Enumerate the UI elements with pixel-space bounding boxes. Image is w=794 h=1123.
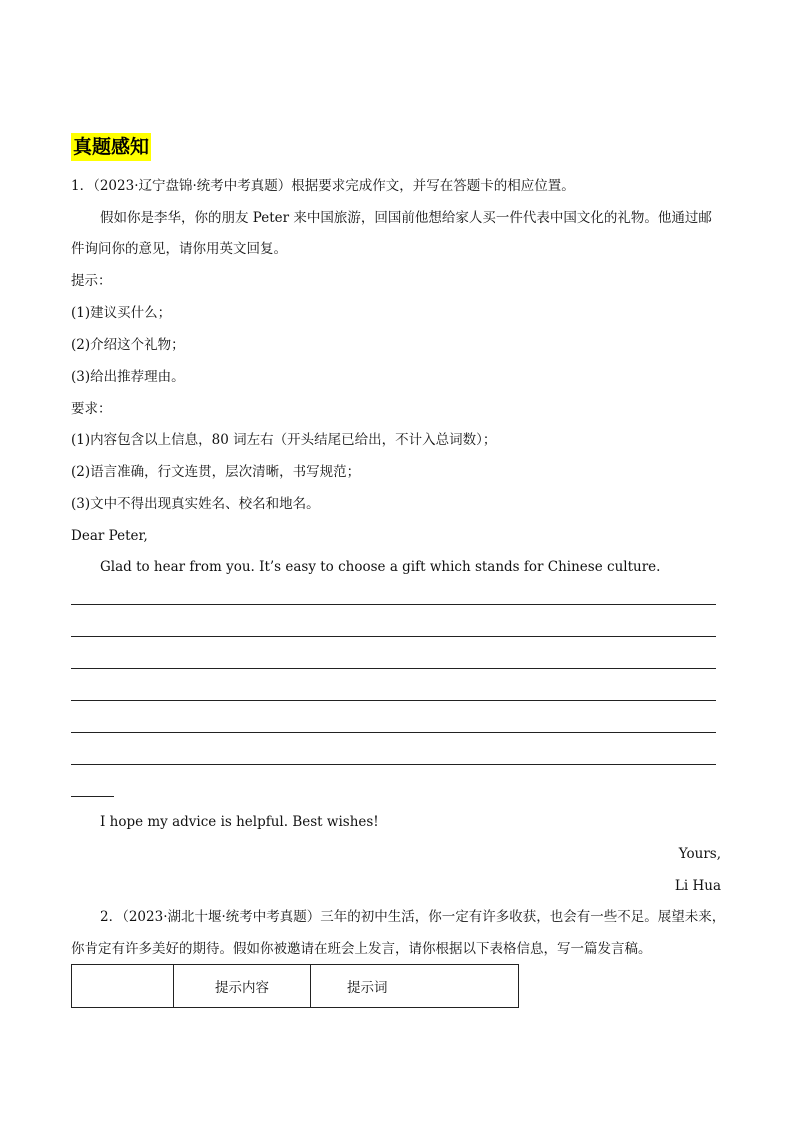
table-header-cell: 提示词 xyxy=(311,965,519,1008)
q1-tip-2: (2)介绍这个礼物； xyxy=(71,337,185,353)
table-header-cell xyxy=(72,965,174,1008)
table-row xyxy=(72,965,519,1008)
q1-paragraph-line2: 件询问你的意见，请你用英文回复。 xyxy=(71,241,287,257)
answer-line xyxy=(71,636,716,637)
answer-line xyxy=(71,700,716,701)
q1-requirement-1: (1)内容包含以上信息，80 词左右（开头结尾已给出，不计入总词数）； xyxy=(71,432,497,448)
q2-stem-line1: 2．（2023·湖北十堰·统考中考真题）三年的初中生活，你一定有许多收获，也会有一些不足。展望未来， xyxy=(100,909,726,925)
q1-tip-1: (1)建议买什么； xyxy=(71,305,172,321)
answer-line xyxy=(71,764,716,765)
q2-stem-line2: 你肯定有许多美好的期待。假如你被邀请在班会上发言，请你根据以下表格信息，写一篇发言稿。 xyxy=(71,941,652,957)
q2-info-table xyxy=(71,964,519,1008)
letter-closing: I hope my advice is helpful. Best wishes! xyxy=(100,814,379,830)
section-title: 真题感知 xyxy=(71,133,151,161)
q1-stem: 1．（2023·辽宁盘锦·统考中考真题）根据要求完成作文，并写在答题卡的相应位置。 xyxy=(71,178,575,194)
q1-requirements-label: 要求： xyxy=(71,401,112,417)
answer-line xyxy=(71,604,716,605)
q1-requirement-2: (2)语言准确，行文连贯，层次清晰，书写规范； xyxy=(71,464,361,480)
answer-line-short xyxy=(71,796,114,797)
answer-line xyxy=(71,732,716,733)
answer-line xyxy=(71,668,716,669)
q1-requirement-3: (3)文中不得出现真实姓名、校名和地名。 xyxy=(71,496,320,512)
letter-signoff: Yours, xyxy=(678,846,721,862)
table-header-cell: 提示内容 xyxy=(174,965,311,1008)
q1-tips-label: 提示： xyxy=(71,273,112,289)
letter-opening: Glad to hear from you. It’s easy to choose a gift which stands for Chinese culture. xyxy=(100,559,661,575)
q1-tip-3: (3)给出推荐理由。 xyxy=(71,369,185,385)
letter-greeting: Dear Peter, xyxy=(71,528,148,544)
q1-paragraph-line1: 假如你是李华，你的朋友 Peter 来中国旅游，回国前他想给家人买一件代表中国文化的礼物。他通过邮 xyxy=(100,210,712,226)
letter-signature: Li Hua xyxy=(674,878,721,894)
